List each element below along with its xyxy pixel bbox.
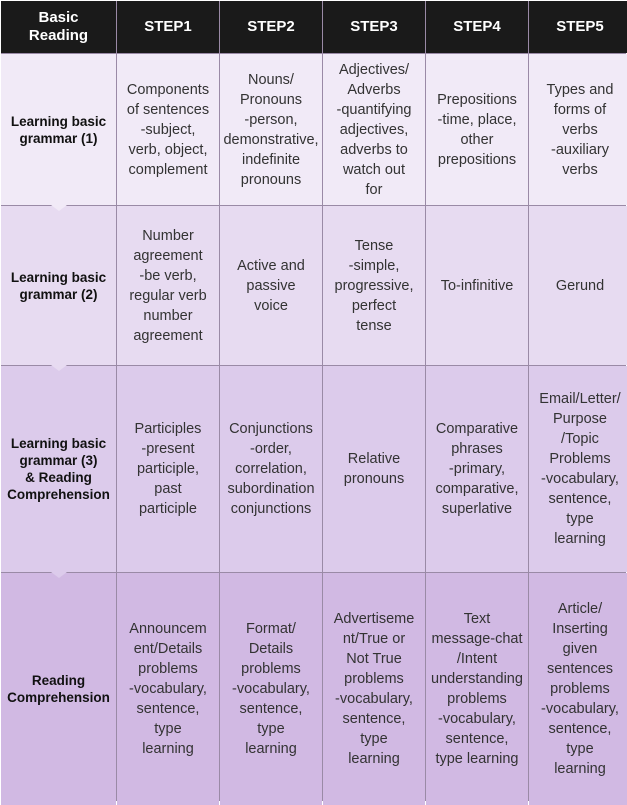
table-cell (529, 366, 627, 572)
cell-text: Prepositions -time, place, other prepositions (437, 91, 517, 168)
table-cell (529, 206, 627, 365)
row-divider-arrow (51, 205, 67, 211)
table-cell (323, 573, 425, 805)
header-step1 (117, 1, 219, 53)
step-label: STEP1 (144, 18, 192, 35)
cell-text: Article/ Inserting given sentences problems -vocabulary, sentence, type learning (541, 601, 619, 777)
table-cell (220, 206, 322, 365)
cell-text: Adjectives/ Adverbs -quantifying adjectives, adverbs to watch out for (336, 61, 412, 198)
cell-text: Nouns/ Pronouns -person, demonstrative, indefinite pronouns (223, 71, 319, 188)
cell-text: Format/ Details problems -vocabulary, sentence, type learning (232, 621, 310, 757)
row-label: Learning basic grammar (2) (10, 269, 107, 302)
header-step3 (323, 1, 425, 53)
table-cell (323, 206, 425, 365)
table-cell (323, 54, 425, 205)
cell-text: Active and passive voice (237, 257, 305, 314)
cell-text: Gerund (555, 277, 605, 294)
step-label: STEP4 (453, 18, 501, 35)
header-step4 (426, 1, 528, 53)
table-cell (220, 366, 322, 572)
header-corner-label: Basic Reading (28, 9, 89, 44)
table-cell (117, 206, 219, 365)
row-label: Reading Comprehension (7, 673, 110, 705)
cell-text: Tense -simple, progressive, perfect tense (334, 237, 414, 334)
header-step2 (220, 1, 322, 53)
header-step5 (529, 1, 627, 53)
row-label-grammar-3-reading (1, 366, 116, 572)
row-label-grammar-2 (1, 206, 116, 365)
table-cell (426, 54, 528, 205)
table-cell (529, 54, 627, 205)
header-corner (1, 1, 116, 53)
cell-text: Comparative phrases -primary, comparative, superlative (435, 421, 519, 517)
cell-text: To-infinitive (440, 277, 514, 294)
row-label: Learning basic grammar (3) & Reading Comprehension (7, 436, 110, 502)
table-cell (117, 366, 219, 572)
cell-text: Text message-chat /Intent understanding problems -vocabulary, sentence, type learning (431, 611, 523, 767)
row-divider-arrow (51, 572, 67, 578)
cell-text: Conjunctions -order, correlation, subordination conjunctions (227, 421, 315, 517)
cell-text: Types and forms of verbs -auxiliary verbs (546, 81, 614, 178)
step-label: STEP2 (247, 18, 295, 35)
row-label-grammar-1 (1, 54, 116, 205)
table-cell (426, 366, 528, 572)
table-cell (220, 573, 322, 805)
cell-text: Participles -present participle, past participle (134, 421, 202, 517)
table-cell (117, 54, 219, 205)
curriculum-table (1, 1, 626, 801)
cell-text: Components of sentences -subject, verb, object, complement (126, 81, 210, 178)
step-label: STEP3 (350, 18, 398, 35)
cell-text: Number agreement -be verb, regular verb number agreement (129, 227, 207, 344)
cell-text: Email/Letter/ Purpose /Topic Problems -vocabulary, sentence, type learning (539, 391, 621, 547)
table-cell (426, 573, 528, 805)
table-cell (426, 206, 528, 365)
cell-text: Announcem ent/Details problems -vocabulary, sentence, type learning (129, 621, 207, 757)
row-label: Learning basic grammar (1) (10, 113, 107, 146)
step-label: STEP5 (556, 18, 604, 35)
cell-text: Advertiseme nt/True or Not True problems -vocabulary, sentence, type learning (333, 611, 415, 767)
table-cell (323, 366, 425, 572)
row-label-reading-comprehension (1, 573, 116, 805)
table-cell (529, 573, 627, 805)
table-cell (220, 54, 322, 205)
row-divider-arrow (51, 365, 67, 371)
cell-text: Relative pronouns (343, 451, 405, 487)
table-cell (117, 573, 219, 805)
